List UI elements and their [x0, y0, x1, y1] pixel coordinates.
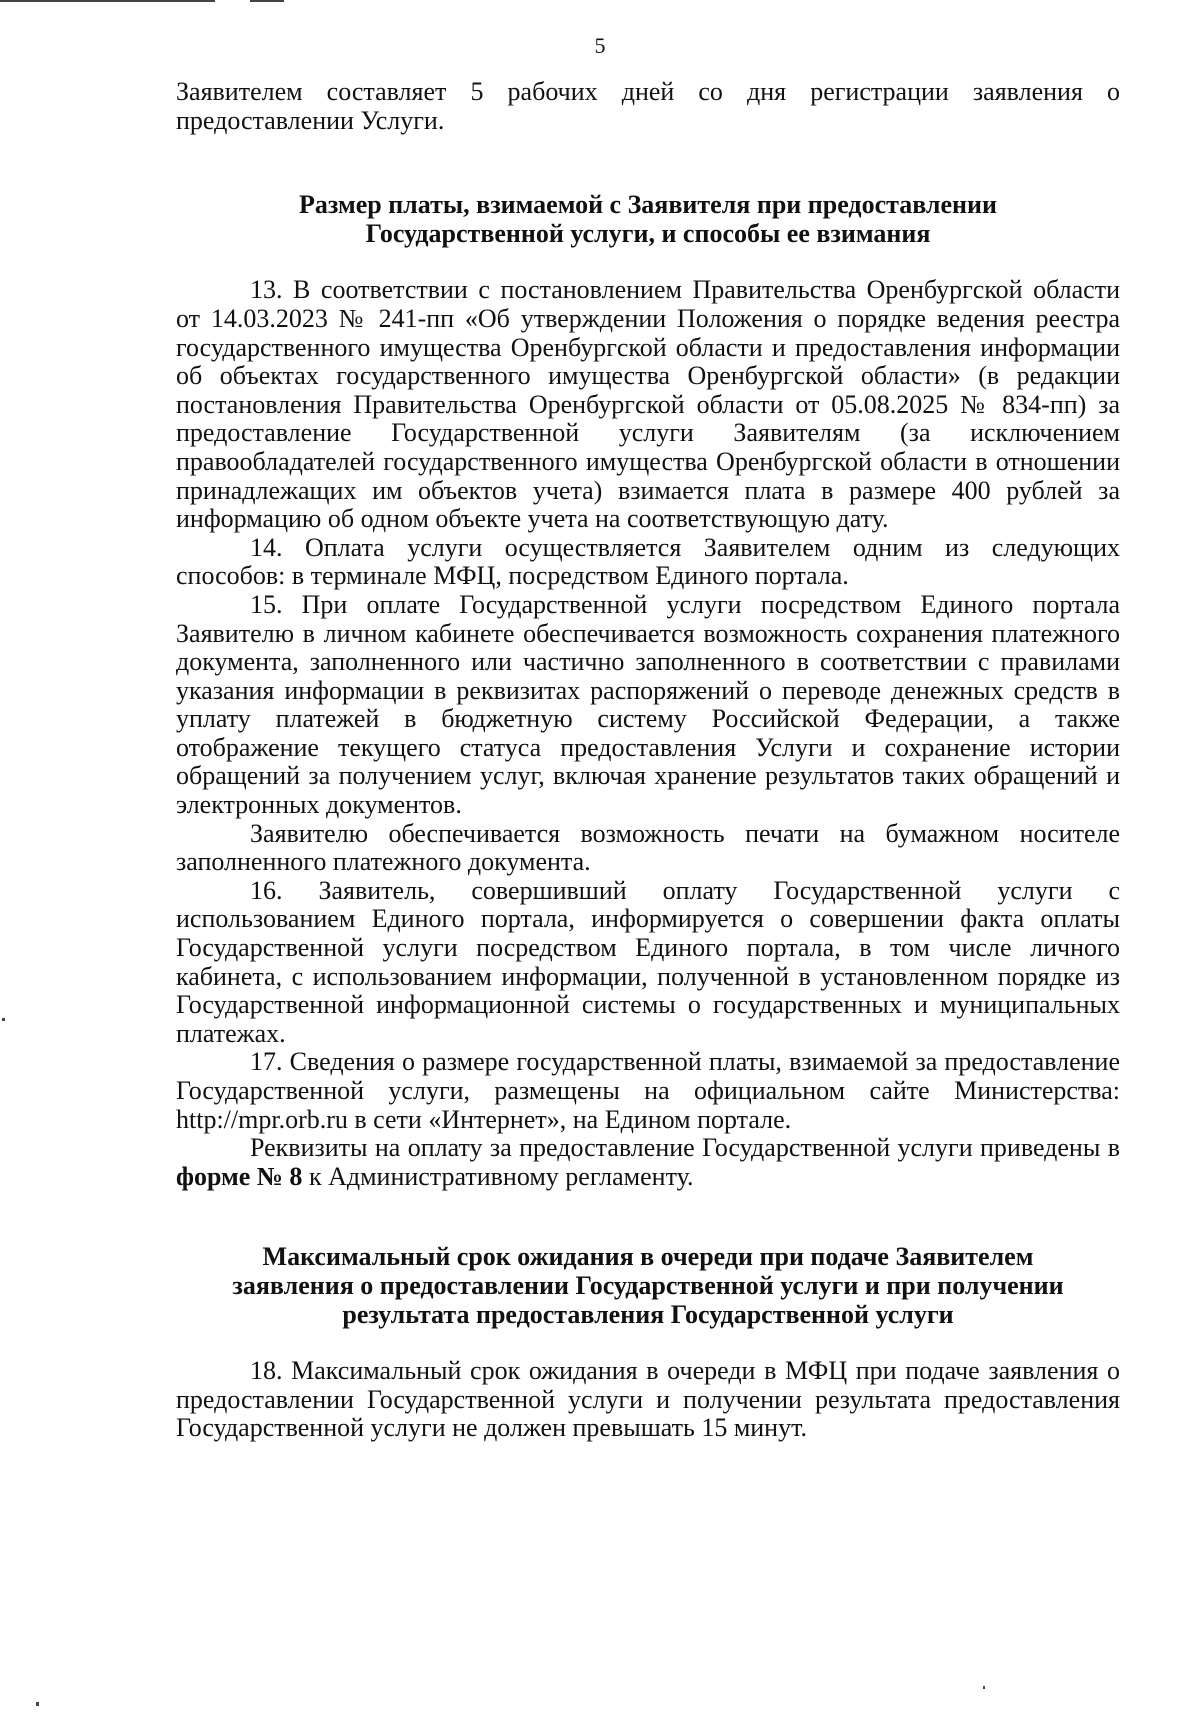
paragraph-15: 15. При оплате Государственной услуги посредством Единого портала Заявителю в личном кабинете обеспечивается возможность сохранения платежного документа, заполненного или частично заполненного в соответствии с правилами указания информации в реквизитах распоряжений о переводе денежных средств в уплату платежей в бюджетную систему Российской Федерации, а также отображение текущего статуса предоставления Услуги и сохранение истории обращений за получением услуг, включая хранение результатов таких обращений и электронных документов.	[176, 589, 1120, 820]
paragraph-17-details	[176, 1134, 1120, 1191]
page-number: 5	[594, 33, 606, 58]
scan-line-top	[250, 0, 284, 2]
scan-line-top-left	[0, 0, 215, 2]
paragraph-16: 16. Заявитель, совершивший оплату Государственной услуги с использованием Единого портала, информируется о совершении факта оплаты Государственной услуги посредством Единого портала, в том числе личного кабинета, с использованием информации, полученной в установленном порядке из Государственной информационной системы о государственных и муниципальных платежах.	[176, 875, 1120, 1048]
heading-queue-line3: результата предоставления Государственной услуги	[342, 1299, 954, 1329]
heading-fee-line2: Государственной услуги, и способы ее взимания	[365, 218, 931, 248]
heading-fee-line1: Размер платы, взимаемой с Заявителя при предоставлении	[299, 190, 997, 220]
heading-fee	[176, 191, 1120, 248]
details-text-before: Реквизиты на оплату за предоставление Государственной услуги приведены в	[250, 1133, 1120, 1163]
scan-dot-bottom-right	[983, 1686, 985, 1689]
heading-queue	[176, 1243, 1120, 1329]
intro-paragraph: Заявителем составляет 5 рабочих дней со дня регистрации заявления о предоставлении Услуги.	[176, 77, 1120, 135]
paragraph-17: 17. Сведения о размере государственной платы, взимаемой за предоставление Государственной услуги, размещены на официальном сайте Министерства: http://mpr.orb.ru в сети «Интернет», на Едином портале.	[176, 1047, 1120, 1134]
details-text-after: к Административному регламенту.	[302, 1161, 694, 1191]
paragraph-14: 14. Оплата услуги осуществляется Заявителем одним из следующих способов: в терминале МФЦ, посредством Единого портала.	[176, 532, 1120, 591]
scan-dot-bottom-left	[36, 1702, 39, 1706]
heading-queue-line1: Максимальный срок ожидания в очереди при подаче Заявителем	[262, 1242, 1034, 1272]
paragraph-18: 18. Максимальный срок ожидания в очереди в МФЦ при подаче заявления о предоставлении Государственной услуги и получении результата предоставления Государственной услуги не должен превышать 15 минут.	[176, 1356, 1120, 1443]
heading-queue-line2: заявления о предоставлении Государственной услуги и при получении	[232, 1270, 1064, 1300]
document-body	[176, 78, 1120, 1443]
paragraph-13: 13. В соответствии с постановлением Правительства Оренбургской области от 14.03.2023 № 241-пп «Об утверждении Положения о порядке ведения реестра государственного имущества Оренбургской области и предоставления информации об объектах государственного имущества Оренбургской области» (в редакции постановления Правительства Оренбургской области от 05.08.2025 № 834-пп) за предоставление Государственной услуги Заявителям (за исключением правообладателей государственного имущества Оренбургской области в отношении принадлежащих им объектов учета) взимается плата в размере 400 рублей за информацию об одном объекте учета на соответствующую дату.	[176, 275, 1120, 534]
form-reference: форме № 8	[176, 1161, 303, 1191]
scan-dot-left	[2, 1018, 5, 1021]
paragraph-15-print: Заявителю обеспечивается возможность печати на бумажном носителе заполненного платежного документа.	[176, 818, 1120, 877]
